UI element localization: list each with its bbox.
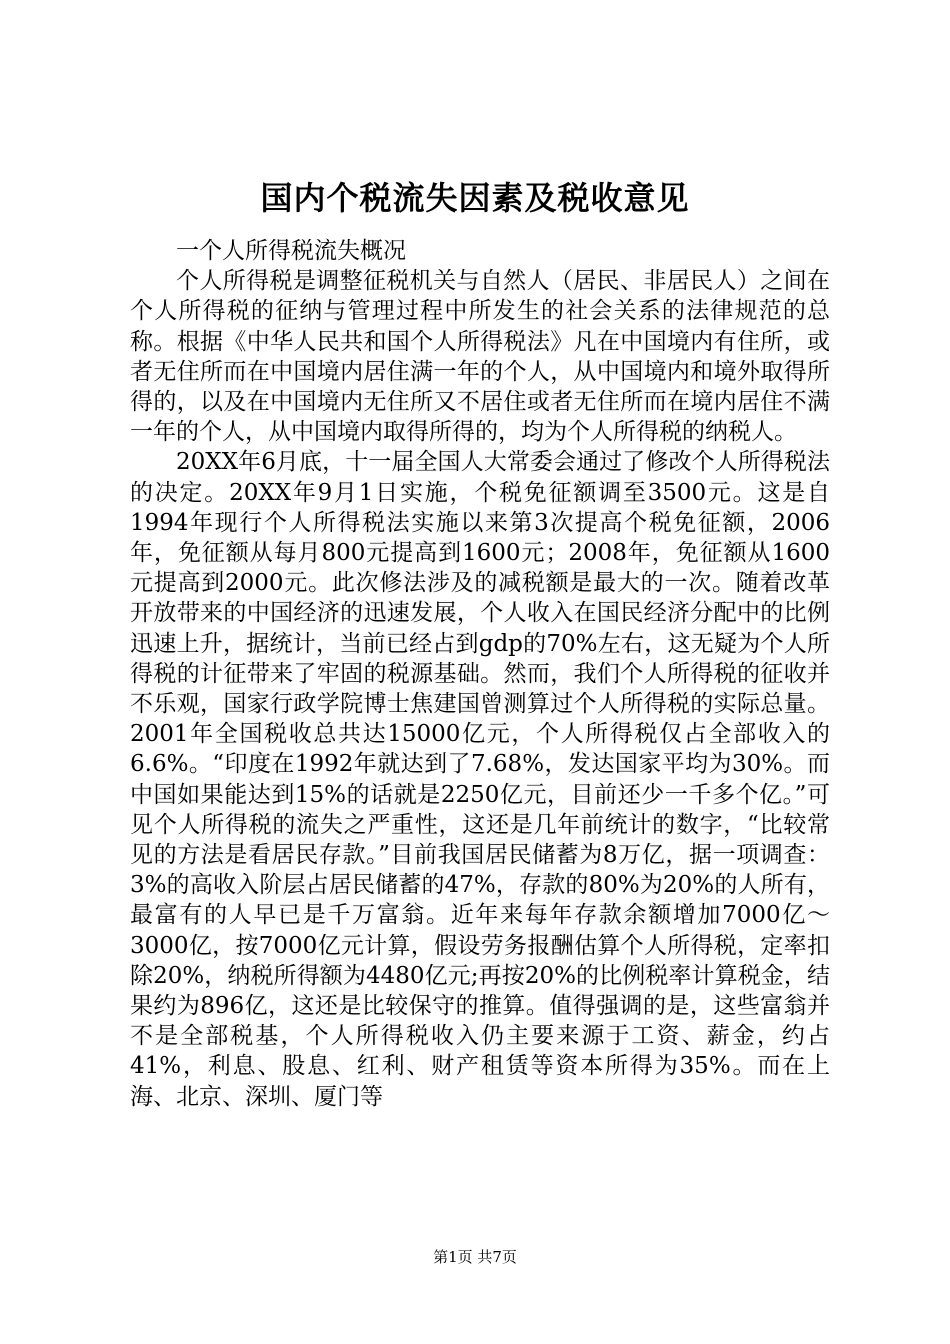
document-title: 国内个税流失因素及税收意见 [260, 179, 690, 217]
body-paragraph: 20XX年6月底，十一届全国人大常委会通过了修改个人所得税法的决定。20XX年9月1日实施，个税免征额调至3500元。这是自1994年现行个人所得税法实施以来第3次提高个税免征额，2006年，免征额从每月800元提高到1600元；2008年，免征额从1600元提高到2000元。此次修法涉及的减税额是最大的一次。随着改革开放带来的中国经济的迅速发展，个人收入在国民经济分配中的比例迅速上升，据统计，当前已经占到gdp的70%左右，这无疑为个人所得税的计征带来了牢固的税源基础。然而，我们个人所得税的征收并不乐观，国家行政学院博士焦建国曾测算过个人所得税的实际总量。2001年全国税收总共达15000亿元，个人所得税仅占全部收入的6.6%。“印度在1992年就达到了7.68%，发达国家平均为30%。而中国如果能达到15%的话就是2250亿元，目前还少一千多个亿。”可见个人所得税的流失之严重性，这还是几年前统计的数字，“比较常见的方法是看居民存款。”目前我国居民储蓄为8万亿，据一项调查：3%的高收入阶层占居民储蓄的47%，存款的80%为20%的人所有，最富有的人早已是千万富翁。近年来每年存款余额增加7000亿～3000亿，按7000亿元计算，假设劳务报酬估算个人所得税，定率扣除20%，纳税所得额为4480亿元;再按20%的比例税率计算税金，结果约为896亿，这还是比较保守的推算。值得强调的是，这些富翁并不是全部税基，个人所得税收入仍主要来源于工资、薪金，约占41%，利息、股息、红利、财产租赁等资本所得为35%。而在上海、北京、深圳、厦门等 [130, 449, 830, 1110]
page-number-footer: 第1页 共7页 [433, 1248, 517, 1266]
document-body [130, 236, 830, 1112]
section-heading: 一个人所得税流失概况 [176, 238, 406, 264]
body-paragraph: 个人所得税是调整征税机关与自然人（居民、非居民人）之间在个人所得税的征纳与管理过程中所发生的社会关系的法律规范的总称。根据《中华人民共和国个人所得税法》凡在中国境内有住所，或者无住所而在中国境内居住满一年的个人，从中国境内和境外取得所得的，以及在中国境内无住所又不居住或者无住所而在境内居住不满一年的个人，从中国境内取得所得的，均为个人所得税的纳税人。 [130, 268, 830, 446]
